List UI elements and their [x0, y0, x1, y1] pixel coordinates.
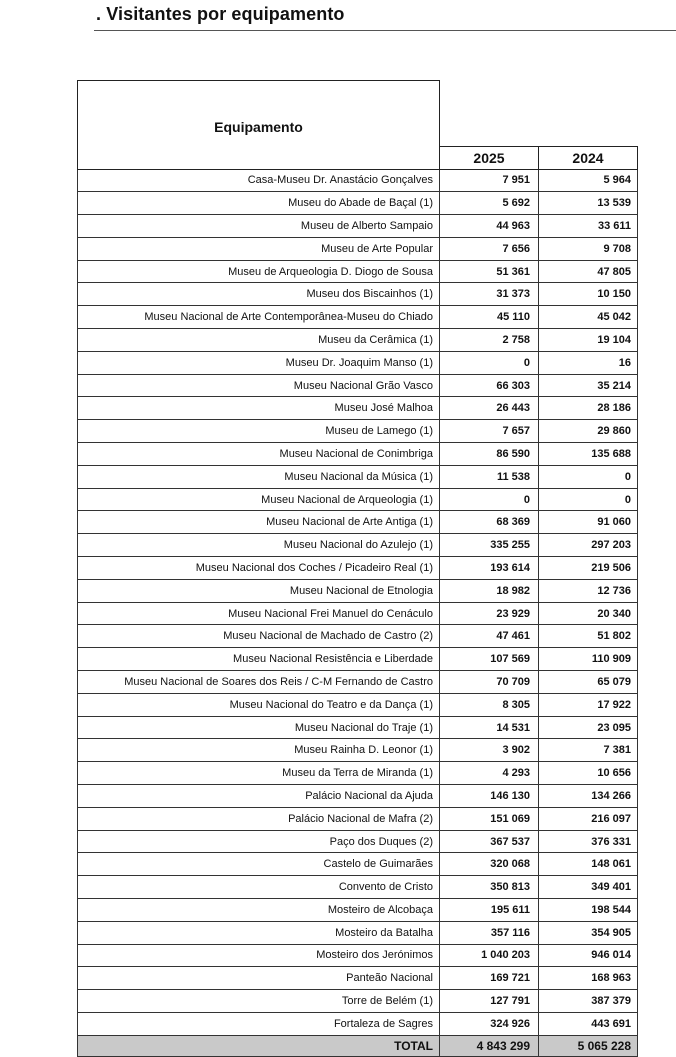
visitors-2025: 18 982	[440, 579, 539, 602]
visitors-2025: 86 590	[440, 443, 539, 466]
visitors-2025: 367 537	[440, 830, 539, 853]
visitors-2025: 169 721	[440, 967, 539, 990]
table-row	[78, 602, 638, 625]
visitors-2024: 168 963	[539, 967, 638, 990]
equipment-name: Museu Nacional de Soares dos Reis / C-M Fernando de Castro	[78, 671, 440, 694]
table-row	[78, 693, 638, 716]
visitors-2024: 5 964	[539, 169, 638, 192]
visitors-2025: 3 902	[440, 739, 539, 762]
equipment-name: Castelo de Guimarães	[78, 853, 440, 876]
equipment-name: Museu Nacional do Traje (1)	[78, 716, 440, 739]
visitors-2025: 7 951	[440, 169, 539, 192]
table-row	[78, 351, 638, 374]
visitors-2025: 195 611	[440, 899, 539, 922]
visitors-2024: 297 203	[539, 534, 638, 557]
table-row	[78, 374, 638, 397]
table-row	[78, 283, 638, 306]
visitors-2024: 12 736	[539, 579, 638, 602]
visitors-2025: 11 538	[440, 465, 539, 488]
visitors-2025: 350 813	[440, 876, 539, 899]
visitors-2025: 66 303	[440, 374, 539, 397]
visitors-2025: 14 531	[440, 716, 539, 739]
table-row	[78, 625, 638, 648]
visitors-2025: 193 614	[440, 557, 539, 580]
equipment-name: Museu Dr. Joaquim Manso (1)	[78, 351, 440, 374]
visitors-2024: 47 805	[539, 260, 638, 283]
table-row	[78, 739, 638, 762]
table-row	[78, 853, 638, 876]
visitors-2024: 28 186	[539, 397, 638, 420]
table-row	[78, 944, 638, 967]
visitors-2024: 135 688	[539, 443, 638, 466]
equipment-name: Palácio Nacional de Mafra (2)	[78, 807, 440, 830]
equipment-name: Mosteiro dos Jerónimos	[78, 944, 440, 967]
title-divider	[94, 30, 676, 31]
column-header-2025: 2025	[440, 146, 539, 169]
equipment-name: Museu Nacional de Arqueologia (1)	[78, 488, 440, 511]
visitors-2024: 45 042	[539, 306, 638, 329]
equipment-name: Museu Nacional Frei Manuel do Cenáculo	[78, 602, 440, 625]
visitors-2024: 443 691	[539, 1012, 638, 1035]
visitors-2025: 68 369	[440, 511, 539, 534]
equipment-name: Museu dos Biscainhos (1)	[78, 283, 440, 306]
total-label: TOTAL	[78, 1035, 440, 1056]
table-row	[78, 648, 638, 671]
visitors-2025: 70 709	[440, 671, 539, 694]
visitors-2025: 4 293	[440, 762, 539, 785]
equipment-name: Museu Nacional Resistência e Liberdade	[78, 648, 440, 671]
equipment-name: Mosteiro da Batalha	[78, 921, 440, 944]
table-row	[78, 420, 638, 443]
visitors-2024: 29 860	[539, 420, 638, 443]
total-2024: 5 065 228	[539, 1035, 638, 1056]
visitors-2024: 0	[539, 488, 638, 511]
table-row	[78, 465, 638, 488]
equipment-name: Museu de Lamego (1)	[78, 420, 440, 443]
visitors-2024: 134 266	[539, 785, 638, 808]
visitors-2025: 31 373	[440, 283, 539, 306]
equipment-name: Torre de Belém (1)	[78, 990, 440, 1013]
equipment-name: Museu Nacional de Conimbriga	[78, 443, 440, 466]
visitors-2025: 320 068	[440, 853, 539, 876]
visitors-2025: 146 130	[440, 785, 539, 808]
header-spacer	[440, 81, 638, 147]
table-row	[78, 511, 638, 534]
visitors-2025: 7 657	[440, 420, 539, 443]
visitors-2024: 35 214	[539, 374, 638, 397]
page-title: . Visitantes por equipamento	[96, 4, 345, 24]
total-2025: 4 843 299	[440, 1035, 539, 1056]
visitors-table	[77, 80, 638, 1057]
visitors-2025: 7 656	[440, 237, 539, 260]
visitors-2025: 45 110	[440, 306, 539, 329]
visitors-2024: 216 097	[539, 807, 638, 830]
total-row	[78, 1035, 638, 1056]
visitors-2024: 198 544	[539, 899, 638, 922]
equipment-name: Museu Nacional dos Coches / Picadeiro Real (1)	[78, 557, 440, 580]
visitors-2024: 9 708	[539, 237, 638, 260]
year-header-row	[78, 146, 638, 169]
equipment-name: Fortaleza de Sagres	[78, 1012, 440, 1035]
table-row	[78, 329, 638, 352]
table-row	[78, 830, 638, 853]
visitors-2025: 107 569	[440, 648, 539, 671]
visitors-2024: 387 379	[539, 990, 638, 1013]
table-row	[78, 876, 638, 899]
visitors-2025: 26 443	[440, 397, 539, 420]
table-body	[78, 81, 638, 1057]
table-row	[78, 488, 638, 511]
visitors-2024: 10 656	[539, 762, 638, 785]
equipment-name: Panteão Nacional	[78, 967, 440, 990]
table-row	[78, 671, 638, 694]
visitors-2024: 219 506	[539, 557, 638, 580]
visitors-2024: 10 150	[539, 283, 638, 306]
table-row	[78, 807, 638, 830]
equipment-name: Museu Nacional Grão Vasco	[78, 374, 440, 397]
visitors-2025: 151 069	[440, 807, 539, 830]
visitors-2025: 0	[440, 488, 539, 511]
equipment-name: Museu de Alberto Sampaio	[78, 215, 440, 238]
table-row	[78, 192, 638, 215]
column-header-equipamento: Equipamento	[78, 81, 440, 147]
visitors-2024: 20 340	[539, 602, 638, 625]
equipment-name: Palácio Nacional da Ajuda	[78, 785, 440, 808]
table-row	[78, 762, 638, 785]
equipment-name: Mosteiro de Alcobaça	[78, 899, 440, 922]
visitors-2024: 91 060	[539, 511, 638, 534]
visitors-2025: 2 758	[440, 329, 539, 352]
table-row	[78, 557, 638, 580]
visitors-2024: 19 104	[539, 329, 638, 352]
equipment-name: Museu Nacional do Azulejo (1)	[78, 534, 440, 557]
visitors-2025: 357 116	[440, 921, 539, 944]
visitors-2024: 7 381	[539, 739, 638, 762]
equipment-name: Casa-Museu Dr. Anastácio Gonçalves	[78, 169, 440, 192]
visitors-2024: 16	[539, 351, 638, 374]
equipment-name: Paço dos Duques (2)	[78, 830, 440, 853]
table-row	[78, 397, 638, 420]
visitors-2024: 33 611	[539, 215, 638, 238]
visitors-2025: 127 791	[440, 990, 539, 1013]
equipment-name: Museu da Terra de Miranda (1)	[78, 762, 440, 785]
equipment-name: Museu Nacional de Etnologia	[78, 579, 440, 602]
table-row	[78, 215, 638, 238]
equipment-name: Museu de Arqueologia D. Diogo de Sousa	[78, 260, 440, 283]
table-row	[78, 899, 638, 922]
table-row	[78, 534, 638, 557]
visitors-2024: 0	[539, 465, 638, 488]
column-header-2024: 2024	[539, 146, 638, 169]
table-row	[78, 921, 638, 944]
equipment-name: Museu do Abade de Baçal (1)	[78, 192, 440, 215]
table-row	[78, 716, 638, 739]
visitors-2024: 51 802	[539, 625, 638, 648]
equipment-name: Museu Nacional da Música (1)	[78, 465, 440, 488]
table-row	[78, 169, 638, 192]
visitors-2024: 946 014	[539, 944, 638, 967]
table-row	[78, 237, 638, 260]
table-row	[78, 579, 638, 602]
visitors-2025: 23 929	[440, 602, 539, 625]
visitors-2024: 376 331	[539, 830, 638, 853]
visitors-2024: 13 539	[539, 192, 638, 215]
visitors-2025: 44 963	[440, 215, 539, 238]
visitors-2025: 335 255	[440, 534, 539, 557]
visitors-2025: 1 040 203	[440, 944, 539, 967]
visitors-2024: 354 905	[539, 921, 638, 944]
visitors-2025: 47 461	[440, 625, 539, 648]
visitors-2025: 8 305	[440, 693, 539, 716]
table-row	[78, 306, 638, 329]
equipment-name: Museu José Malhoa	[78, 397, 440, 420]
visitors-2024: 65 079	[539, 671, 638, 694]
header-row	[78, 81, 638, 147]
visitors-2024: 148 061	[539, 853, 638, 876]
equipment-name: Convento de Cristo	[78, 876, 440, 899]
visitors-2024: 23 095	[539, 716, 638, 739]
visitors-2025: 0	[440, 351, 539, 374]
visitors-2024: 349 401	[539, 876, 638, 899]
visitors-2025: 324 926	[440, 1012, 539, 1035]
equipment-name: Museu Nacional de Arte Contemporânea-Museu do Chiado	[78, 306, 440, 329]
table-row	[78, 990, 638, 1013]
equipment-name: Museu de Arte Popular	[78, 237, 440, 260]
equipment-name: Museu Rainha D. Leonor (1)	[78, 739, 440, 762]
header-cell-blank	[78, 146, 440, 169]
table-row	[78, 260, 638, 283]
table-row	[78, 443, 638, 466]
visitors-2025: 51 361	[440, 260, 539, 283]
visitors-2024: 110 909	[539, 648, 638, 671]
equipment-name: Museu da Cerâmica (1)	[78, 329, 440, 352]
equipment-name: Museu Nacional de Arte Antiga (1)	[78, 511, 440, 534]
table-row	[78, 785, 638, 808]
equipment-name: Museu Nacional do Teatro e da Dança (1)	[78, 693, 440, 716]
table-row	[78, 967, 638, 990]
visitors-2024: 17 922	[539, 693, 638, 716]
equipment-name: Museu Nacional de Machado de Castro (2)	[78, 625, 440, 648]
visitors-2025: 5 692	[440, 192, 539, 215]
